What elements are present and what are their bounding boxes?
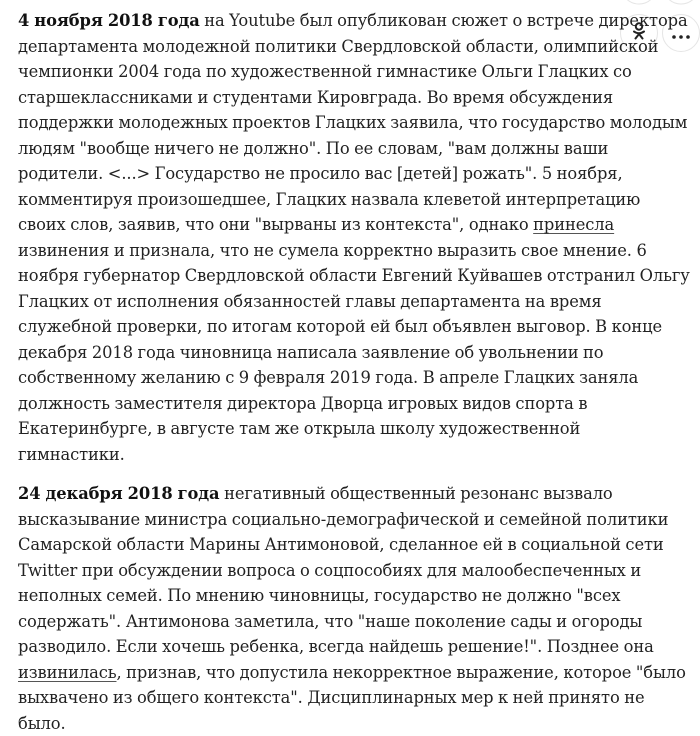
paragraph-date-lead: 4 ноября 2018 года (18, 11, 200, 30)
paragraph-date-lead: 24 декабря 2018 года (18, 484, 220, 503)
apology-link[interactable]: извинилась (18, 662, 117, 682)
article-body (18, 8, 690, 736)
share-button-top-left[interactable] (620, 0, 658, 6)
paragraph-text: извинения и признала, что не сумела корректно выразить свое мнение. 6 ноября губернатор Свердловской области Евгений Куйвашев отстранил Ольгу Глацких от исполнения обязанностей главы департамента на время служебной проверки, по итогам которой ей был объявлен выговор. В конце декабря 2018 года чиновница написала заявление об увольнении по собственному желанию с 9 февраля 2019 года. В апреле Глацких заняла должность заместителя директора Дворца игровых видов спорта в Екатеринбурге, в августе там же открыла школу художественной гимнастики. (18, 240, 690, 464)
article-paragraph (18, 8, 690, 467)
share-button-top-right[interactable] (662, 0, 700, 6)
paragraph-text: негативный общественный резонанс вызвало высказывание министра социально-демографической и семейной политики Самарской области Марины Антимоновой, сделанное ей в социальной сети Twitter при обсуждении вопроса о соцпособиях для малообеспеченных и неполных семей. По мнению чиновницы, государство не должно "всех содержать". Антимонова заметила, что "наше поколение сады и огороды разводило. Если хочешь ребенка, всегда найдешь решение!". Позднее она (18, 484, 669, 656)
apology-link[interactable]: принесла (533, 215, 615, 234)
paragraph-text: , признав, что допустила некорректное выражение, которое "было выхвачено из общего контекста". Дисциплинарных мер к ней принято не было. (18, 662, 686, 733)
article-paragraph (18, 481, 690, 736)
paragraph-text: на Youtube был опубликован сюжет о встрече директора департамента молодежной политики Свердловской области, олимпийской чемпионки 2004 года по художественной гимнастике Ольги Глацких со старшеклассниками и студентами Кировграда. Во время обсуждения поддержки молодежных проектов Глацких заявила, что государство молодым людям "вообще ничего не должно". По ее словам, "вам должны ваши родители. <...> Государство не просило вас [детей] рожать". 5 ноября, комментируя произошедшее, Глацких назвала клеветой интерпретацию своих слов, заявив, что они "вырваны из контекста", однако (18, 11, 688, 234)
